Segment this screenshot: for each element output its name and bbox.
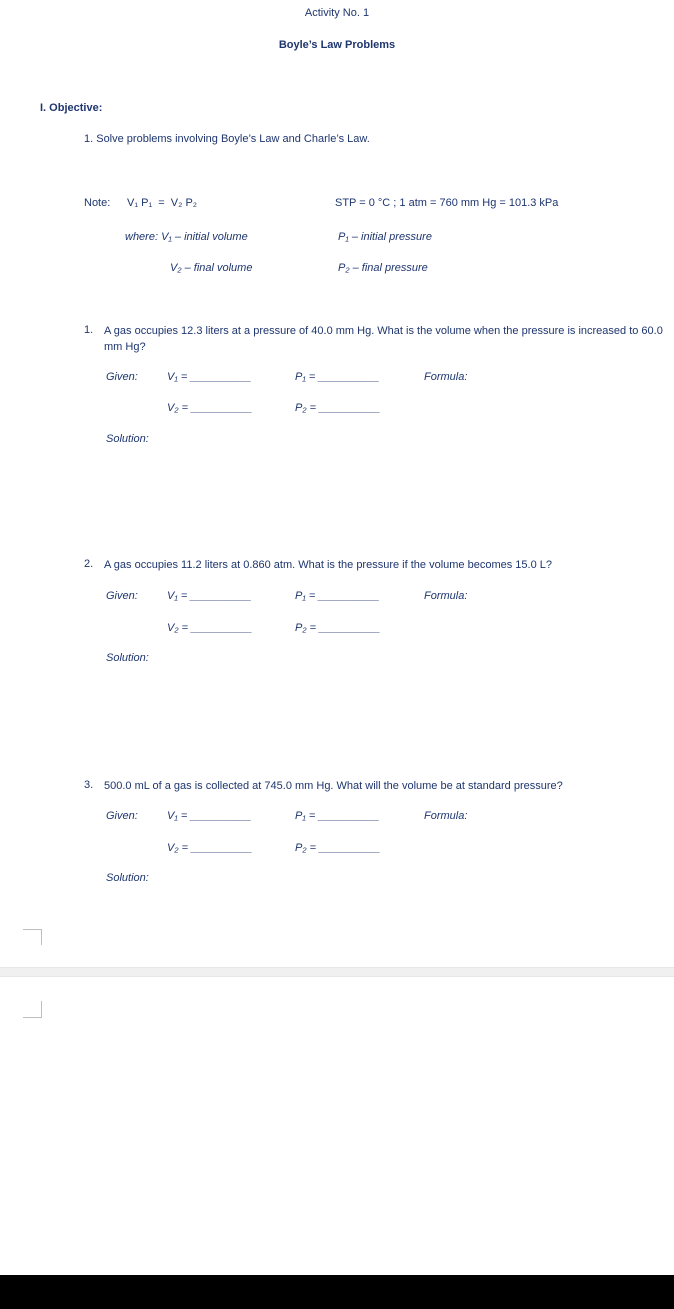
stp-definition: STP = 0 °C ; 1 atm = 760 mm Hg = 101.3 kPa [335,197,559,209]
problem-1-number: 1. [84,324,94,336]
boyles-law-equation: V₁ P₁ = V₂ P₂ [127,197,198,209]
problem-1-formula-label: Formula: [424,371,468,383]
v1-blank: __________ [190,810,252,822]
v1-label: V₁ = [167,810,188,822]
problem-2-formula-label: Formula: [424,590,468,602]
v2-blank: __________ [191,842,253,854]
p1-blank: __________ [318,590,380,602]
problem-2-number: 2. [84,558,94,570]
problem-1-p2-field [295,402,380,415]
objective-item: 1. Solve problems involving Boyle’s Law and Charle’s Law. [84,133,370,145]
note-label: Note: [84,197,111,209]
problem-1-v2-field [167,402,252,415]
p2-blank: __________ [319,402,381,414]
problem-3-solution-label: Solution: [106,872,149,884]
activity-number: Activity No. 1 [304,7,370,19]
problem-2-v1-field [167,590,252,603]
p2-blank: __________ [319,842,381,854]
problem-2-solution-label: Solution: [106,652,149,664]
v2-blank: __________ [191,622,253,634]
p1-label: P₁ = [295,590,316,602]
v1-blank: __________ [190,590,252,602]
problem-3-formula-label: Formula: [424,810,468,822]
problem-1-solution-label: Solution: [106,433,149,445]
problem-3-v2-field [167,842,252,855]
objective-heading: I. Objective: [40,102,103,114]
v2-label: V₂ = [167,842,189,854]
problem-3-v1-field [167,810,252,823]
problem-3-p1-field [295,810,380,823]
problem-2-p1-field [295,590,380,603]
p1-label: P₁ = [295,810,316,822]
p2-label: P₂ = [295,842,317,854]
v2-label: V₂ = [167,622,189,634]
v1-label: V₁ = [167,371,188,383]
document-title: Boyle’s Law Problems [278,39,396,51]
p1-blank: __________ [318,371,380,383]
bottom-black-bar [0,1275,674,1309]
v1-blank: __________ [190,371,252,383]
p1-blank: __________ [318,810,380,822]
page1-bottom-margin-corner-mark [23,929,42,945]
page2-top-margin-corner-mark [23,1001,42,1018]
problem-2-text: A gas occupies 11.2 liters at 0.860 atm. What is the pressure if the volume becomes 15.0 L? [104,559,552,571]
problem-3-number: 3. [84,779,94,791]
problem-2-v2-field [167,622,252,635]
where-p1-definition: P₁ – initial pressure [338,231,432,243]
v2-blank: __________ [191,402,253,414]
problem-1-text: A gas occupies 12.3 liters at a pressure of 40.0 mm Hg. What is the volume when the pressure is increased to 60.0 mm Hg? [104,325,663,353]
p2-label: P₂ = [295,402,317,414]
problem-2-p2-field [295,622,380,635]
problem-3-given-label: Given: [106,810,138,822]
v2-label: V₂ = [167,402,189,414]
problem-3-p2-field [295,842,380,855]
p2-label: P₂ = [295,622,317,634]
where-v2-definition: V₂ – final volume [170,262,253,274]
page-separator [0,967,674,977]
problem-1-v1-field [167,371,252,384]
problem-3-text: 500.0 mL of a gas is collected at 745.0 mm Hg. What will the volume be at standard pressure? [104,780,563,792]
problem-1-p1-field [295,371,380,384]
p2-blank: __________ [319,622,381,634]
problem-1-given-label: Given: [106,371,138,383]
where-p2-definition: P₂ – final pressure [338,262,428,274]
v1-label: V₁ = [167,590,188,602]
where-v1-definition: where: V₁ – initial volume [125,231,248,243]
problem-2-given-label: Given: [106,590,138,602]
p1-label: P₁ = [295,371,316,383]
